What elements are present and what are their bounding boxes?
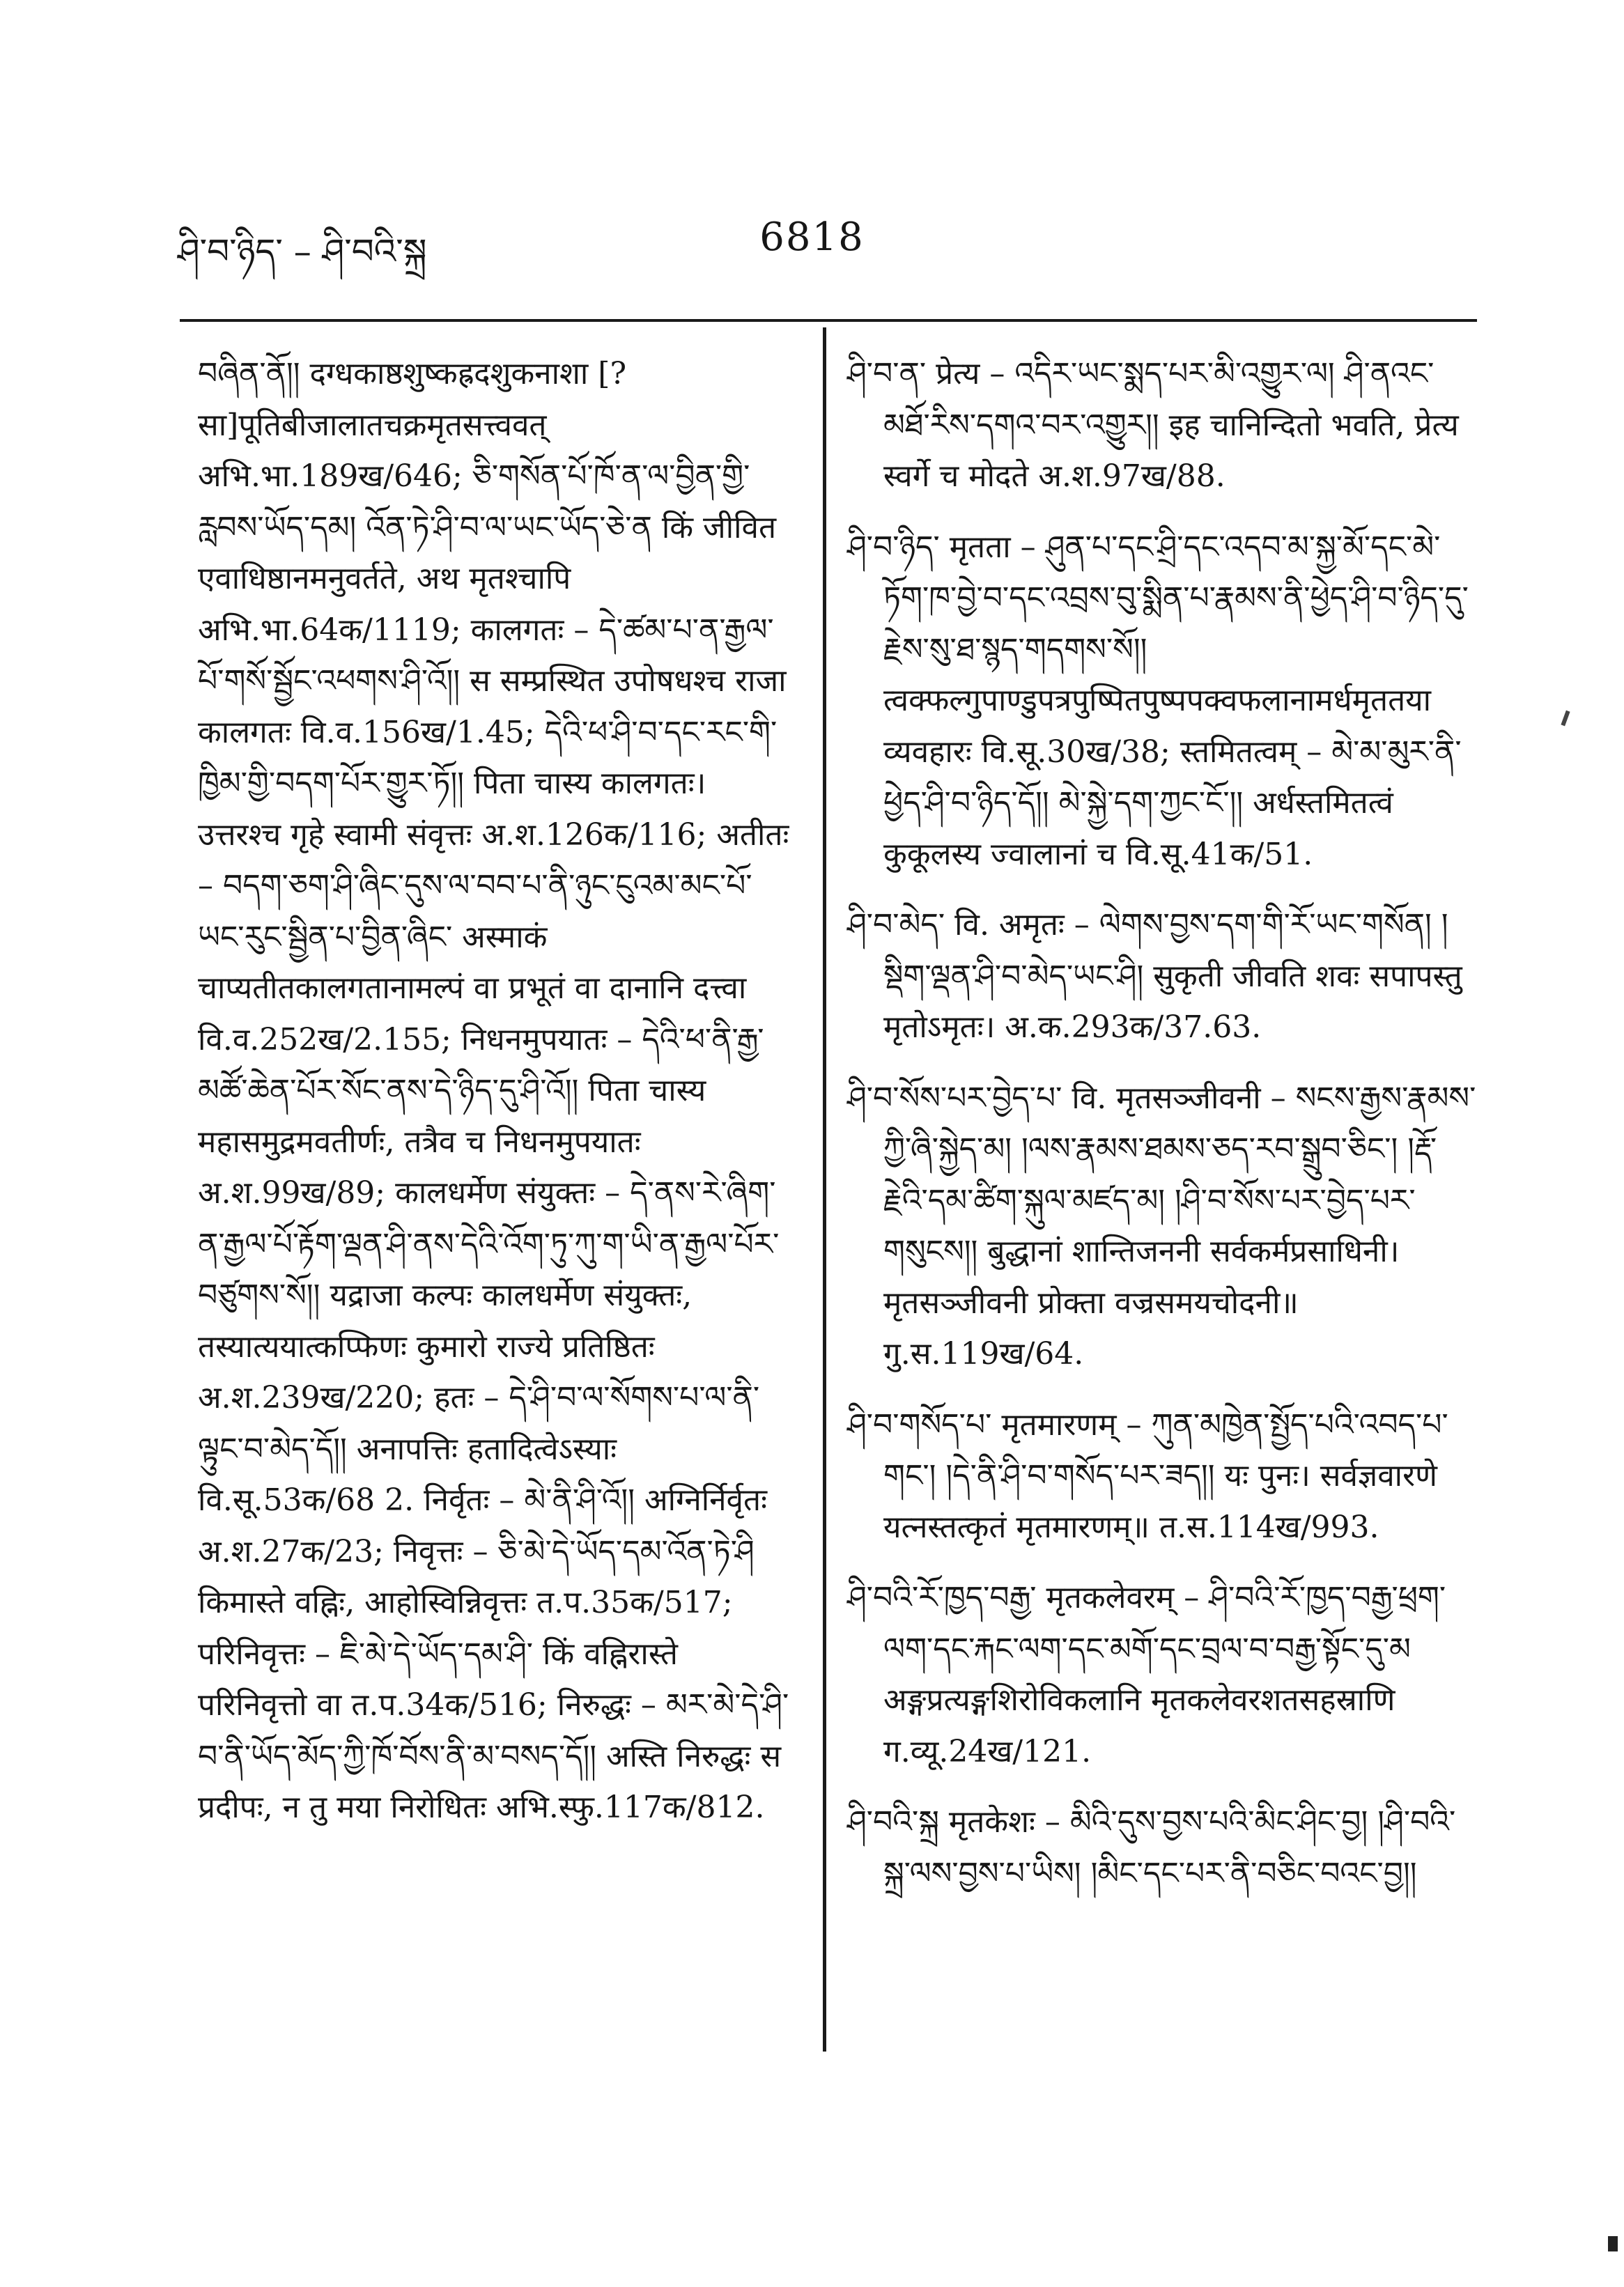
scan-speck xyxy=(1561,711,1570,727)
entry-shi-bai-ro: ཤི་བའི་རོ་ཁྱད་བརྒྱ་ मृतकलेवरम् – ཤི་བའི་རོ་ཁྱད་བརྒྱ་ཕྲག་ལག་དང་རྐང་ལག་དང་མགོ་དང་བྲལ་བ་བརྒྱ་སྟོང་དུ་མ अङ्गप्रत्यङ्गशिरोविकलानि मृतकलेवरशतसहस्राणि ग.व्यू.24ख/121. xyxy=(847,1580,1446,1769)
header-rule xyxy=(180,319,1477,322)
entry-shi-bai-skra: ཤི་བའི་སྐྲ मृतकेशः – མིའི་དུས་བྱས་པའི་མིང་ཤིང་བྱ། །ཤི་བའི་སྐྲ་ལས་བྱས་པ་ཡིས། །མིང་དང་པར་ནི་བཅིང་བའང་བྱ།། xyxy=(847,1804,1456,1891)
page-number: 6818 xyxy=(759,215,865,260)
continued-entry: བཞིན་ནོ།། दग्धकाष्ठशुष्कह्रदशुकनाशा [? सा]पूतिबीजालातचक्रमृतसत्त्ववत् अभि.भा.189ख/646; ཅི་གསོན་པོ་ཁོ་ན་ལ་བྱིན་གྱི་རླབས་ཡོད་དམ། འོན་ཏེ་ཤི་བ་ལ་ཡང་ཡོད་ཅེ་ན किं जीवित एवाधिष्ठानमनुवर्तते, अथ मृतश्चापि अभि.भा.64क/1119; कालगतः – དེ་ཚམ་པ་ན་རྒྱལ་པོ་གསོ་སྦྱོང་འཕགས་ཤི་འོ།། स सम्प्रस्थित उपोषधश्च राजा कालगतः वि.व.156ख/1.45; དེའི་ཕ་ཤི་བ་དང་རང་གི་ཁྱིམ་གྱི་བདག་པོར་གྱུར་ཏོ།། पिता चास्य कालगतः। उत्तरश्च गृहे स्वामी संवृत्तः अ.श.126क/116; अतीतः – བདག་ཅག་ཤི་ཞིང་དུས་ལ་བབ་པ་ནི་ཉུང་ངུའམ་མང་པོ་ཡང་རུང་སྦྱིན་པ་བྱིན་ཞིང་ अस्माकं चाप्यतीतकालगतानामल्पं वा प्रभूतं वा दानानि दत्त्वा वि.व.252ख/2.155; निधनमुपयातः – དེའི་ཕ་ནི་རྒྱ་མཚོ་ཆེན་པོར་སོང་ནས་དེ་ཉིད་དུ་ཤི་འོ།། पिता चास्य महासमुद्रमवतीर्णः, तत्रैव च निधनमुपयातः अ.श.99ख/89; कालधर्मेण संयुक्तः – དེ་ནས་རེ་ཞིག་ན་རྒྱལ་པོ་རྟོག་ལྡན་ཤི་ནས་དེའི་འོག་ཏུ་ཀུ་ག་ཡི་ན་རྒྱལ་པོར་བཙུགས་སོ།། यद्राजा कल्पः कालधर्मेण संयुक्तः, तस्यात्ययात्कप्फिणः कुमारो राज्ये प्रतिष्ठितः अ.श.239ख/220; हतः – དེ་ཤི་བ་ལ་སོགས་པ་ལ་ནི་ལྟུང་བ་མེད་དོ།། अनापत्तिः हतादित्वेऽस्याः वि.सू.53क/68 2. निर्वृतः – མེ་ནི་ཤི་འོ།། अग्निर्निर्वृतः अ.श.27क/23; निवृत्तः – ཅི་མེ་དེ་ཡོད་དམ་འོན་ཏེ་ཤི किमास्ते वह्निः, आहोस्विन्निवृत्तः त.प.35क/517; परिनिवृत्तः – ཇི་མེ་དེ་ཡོད་དམ་ཤི་ किं वह्निरास्ते परिनिवृत्तो वा त.प.34क/516; निरुद्धः – མར་མེ་དེ་ཤི་བ་ནི་ཡོད་མོད་ཀྱི་ཁོ་བོས་ནི་མ་བསད་དོ།། अस्ति निरुद्धः स प्रदीपः, न तु मया निरोधितः अभि.स्फु.117क/812. xyxy=(198,356,789,1825)
entry-shi-ba-na: ཤི་བ་ན་ प्रेत्य – འདིར་ཡང་སྨད་པར་མི་འགྱུར་ལ། ཤི་ནའང་མཐོ་རིས་དགའ་བར་འགྱུར།། इह चानिन्दितो भवति, प्रेत्य स्वर्गे च मोदते अ.श.97ख/88. xyxy=(847,356,1459,494)
left-column xyxy=(198,348,794,1834)
scan-edge-mark xyxy=(1608,2236,1618,2251)
entry-shi-ba-med: ཤི་བ་མེད་ वि. अमृतः – ལེགས་བྱས་དག་གི་རོ་ཡང་གསོན། །སྡིག་ལྡན་ཤི་བ་མེད་ཡང་ཤི། सुकृती जीवति शवः सपापस्तु मृतोऽमृतः। अ.क.293क/37.63. xyxy=(847,907,1462,1045)
entry-shi-ba-sos-par-byed-pa: ཤི་བ་སོས་པར་བྱེད་པ་ वि. मृतसञ्जीवनी – སངས་རྒྱས་རྣམས་ཀྱི་ཞི་སྐྱེད་མ། །ལས་རྣམས་ཐམས་ཅད་རབ་སྒྲུབ་ཅིང་། །རྡོ་རྗེའི་དམ་ཚིག་སྐུལ་མཛད་མ། །ཤི་བ་སོས་པར་བྱེད་པར་གསུངས།། बुद्धानां शान्तिजननी सर्वकर्मप्रसाधिनी। मृतसञ्जीवनी प्रोक्ता वज्रसमयचोदनी॥ गु.स.119ख/64. xyxy=(847,1080,1476,1372)
entry-shi-ba-gsod-pa: ཤི་བ་གསོད་པ་ मृतमारणम् – ཀུན་མཁྱེན་སྤྱོད་པའི་འབད་པ་གང་། །དེ་ནི་ཤི་བ་གསོད་པར་ཟད།། यः पुनः। सर्वज्ञवारणे यत्नस्तत्कृतं मृतमारणम्॥ त.स.114ख/993. xyxy=(847,1406,1448,1545)
column-divider xyxy=(823,327,826,2052)
right-column xyxy=(847,348,1477,1918)
entry-shi-ba-nyid: ཤི་བ་ཉིད་ मृतता – ཤུན་པ་དང་ཤྲི་དང་འདབ་མ་སྐྱ་མོ་དང་མེ་ཏོག་ཁ་བྱེ་བ་དང་འབྲས་བུ་སྨིན་པ་རྣམས་ནི་ཕྱེད་ཤི་བ་ཉིད་དུ་རྗེས་སུ་ཐ་སྙད་གདགས་སོ།། त्वक्फल्गुपाण्डुपत्रपुष्पितपुष्पपक्वफलानामर्धमृततया व्यवहारः वि.सू.30ख/38; स्तमितत्वम् – མེ་མ་མུར་ནི་ཕྱེད་ཤི་བ་ཉིད་དོ།། མེ་སྐྱེ་དག་ཀྱང་ངོ་།། अर्धस्तमितत्वं कुकूलस्य ज्वालानां च वि.सू.41क/51. xyxy=(847,529,1469,872)
guide-words: ཤི་བ་ཉིད་ – ཤི་བའི་སྐྲ xyxy=(178,231,427,272)
